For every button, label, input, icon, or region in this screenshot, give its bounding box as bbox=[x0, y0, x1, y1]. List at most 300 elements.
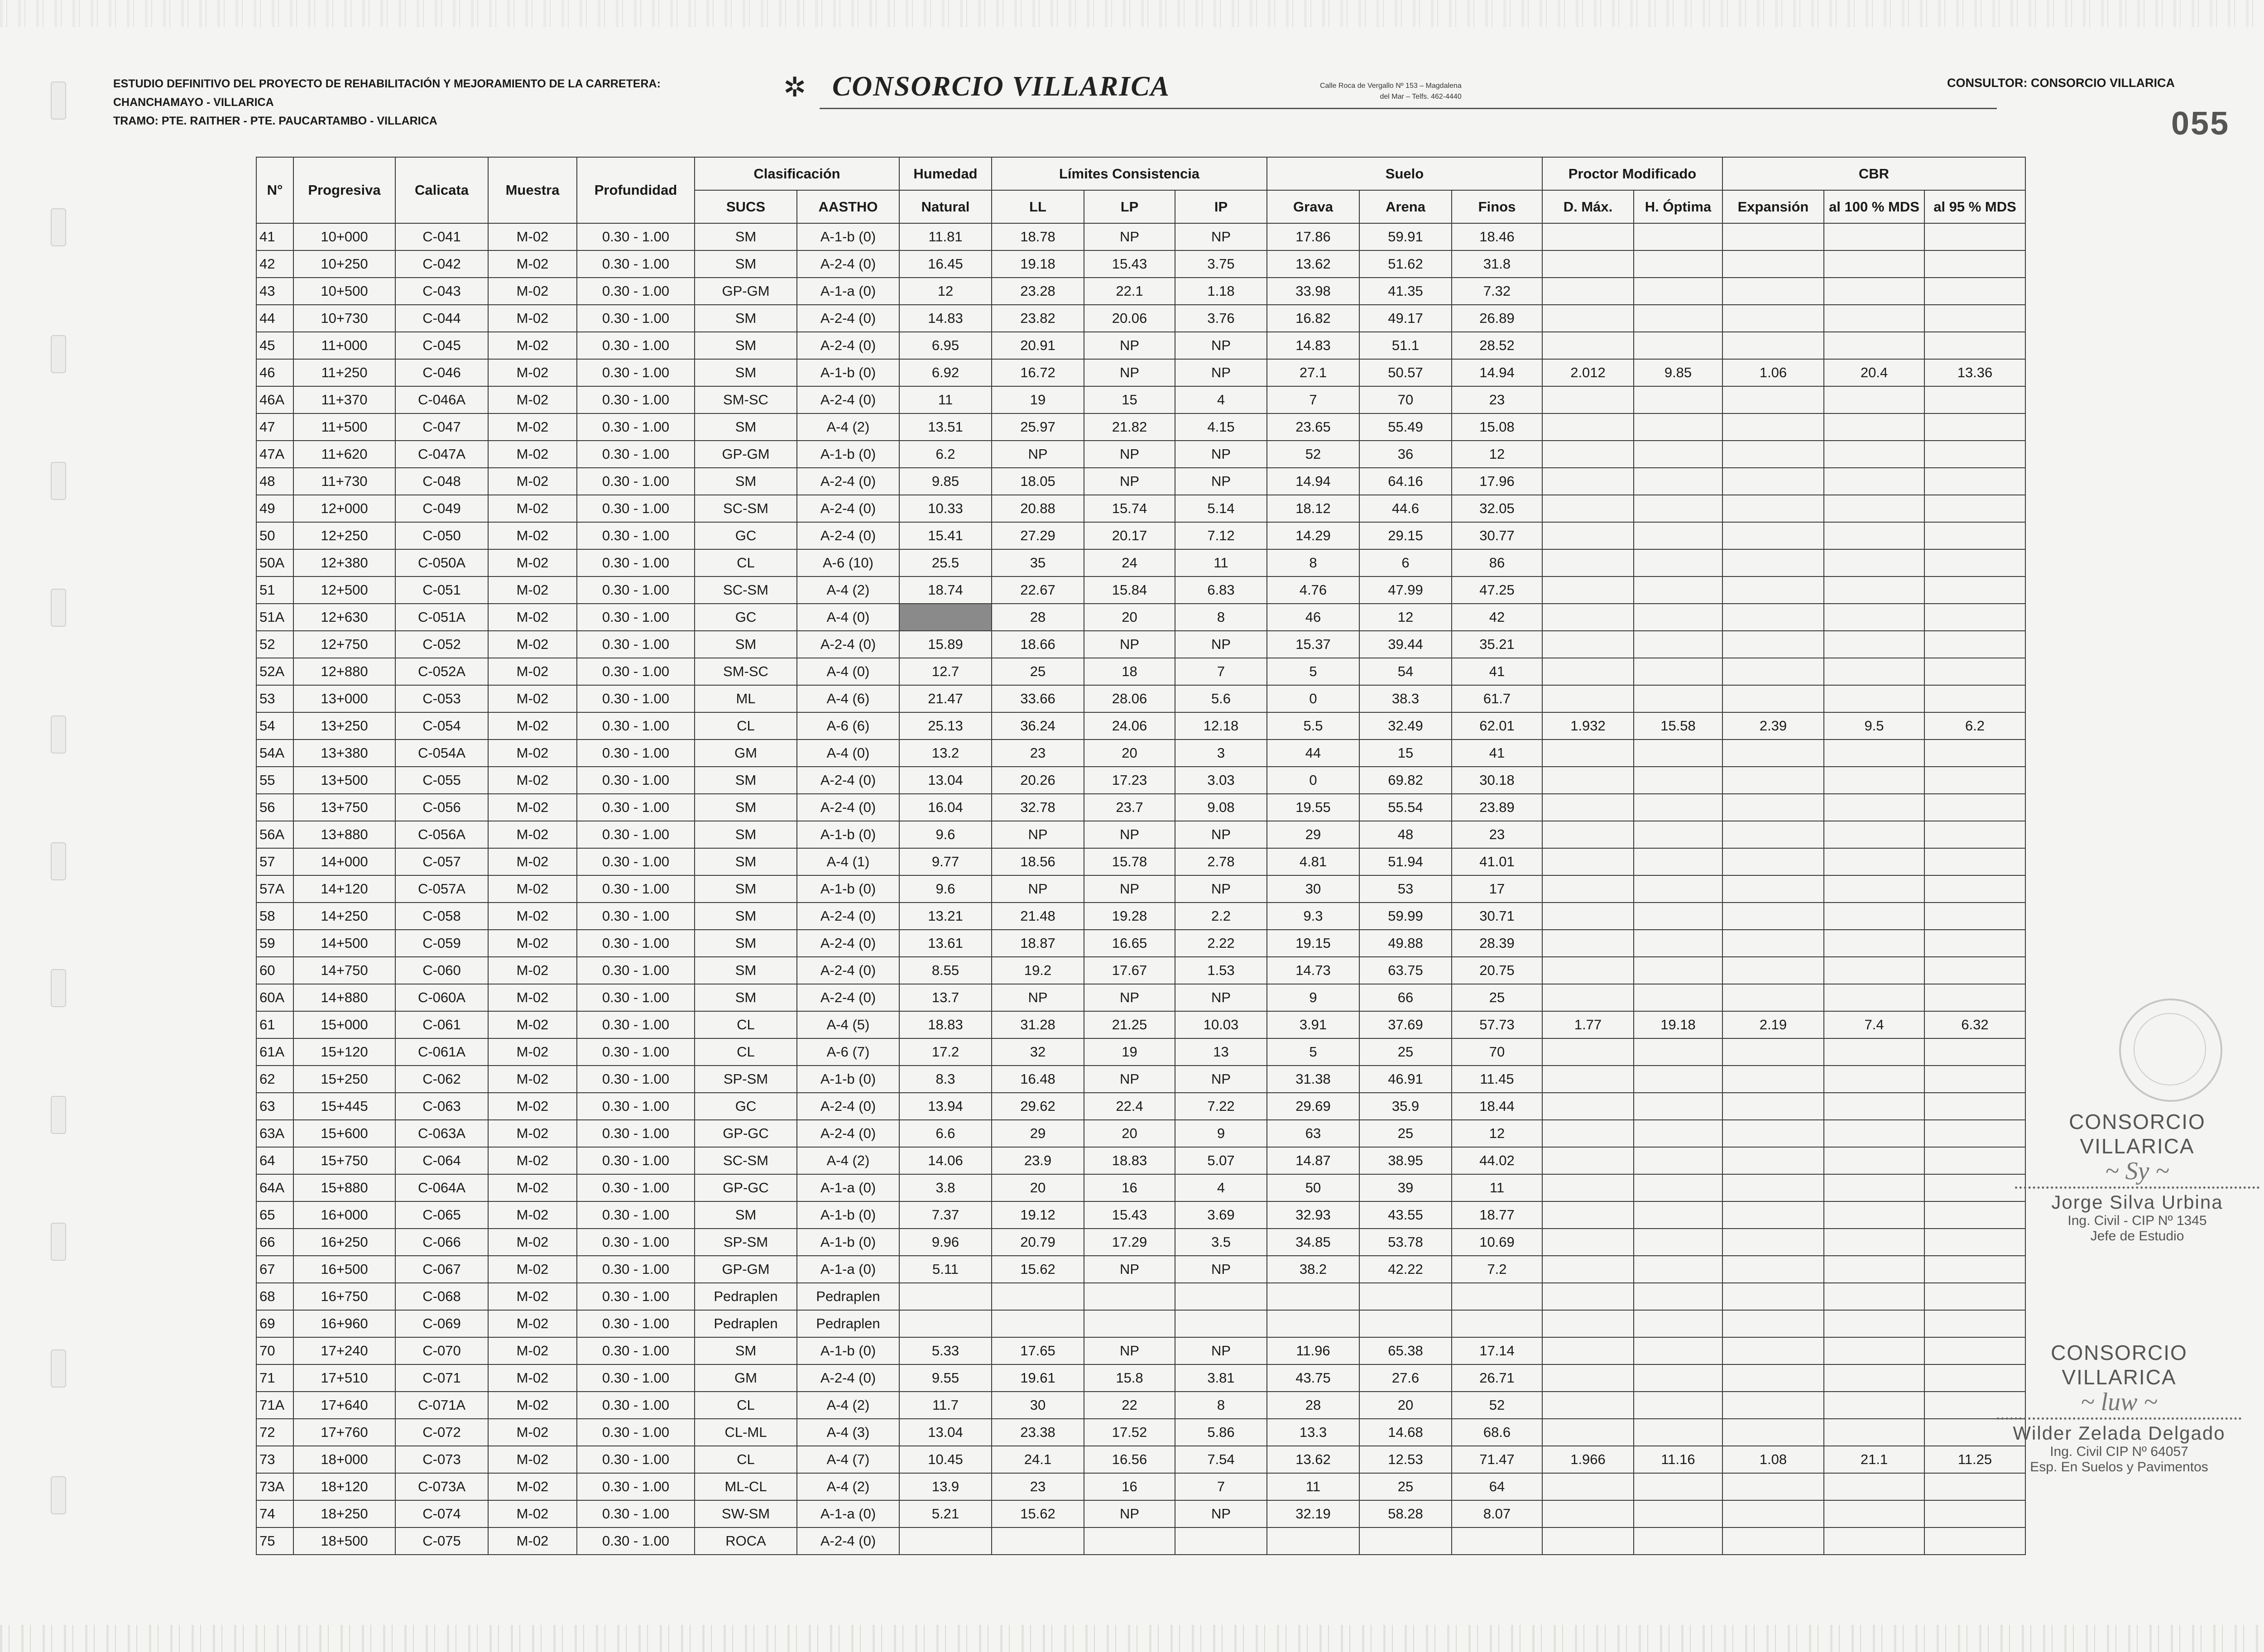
table-cell: 12.53 bbox=[1359, 1446, 1452, 1473]
table-cell: 16+750 bbox=[293, 1283, 395, 1310]
table-cell: 27.6 bbox=[1359, 1364, 1452, 1392]
table-cell: 15.84 bbox=[1084, 576, 1175, 604]
table-cell: 13.94 bbox=[899, 1093, 992, 1120]
table-cell: M-02 bbox=[488, 1147, 577, 1174]
table-cell: M-02 bbox=[488, 767, 577, 794]
table-cell: 29 bbox=[992, 1120, 1084, 1147]
table-cell bbox=[1924, 1256, 2025, 1283]
table-row bbox=[256, 468, 2025, 495]
table-cell: 44 bbox=[256, 305, 293, 332]
table-cell: M-02 bbox=[488, 1066, 577, 1093]
signature-stamp-1 bbox=[2015, 1109, 2259, 1244]
table-cell: 65.38 bbox=[1359, 1337, 1452, 1364]
table-cell: NP bbox=[1175, 441, 1267, 468]
table-row bbox=[256, 332, 2025, 359]
table-cell: NP bbox=[1084, 441, 1175, 468]
group-header-cbr: CBR bbox=[1722, 157, 2025, 190]
table-cell bbox=[1924, 1174, 2025, 1201]
round-seal-icon bbox=[2119, 999, 2222, 1102]
table-cell: 17.29 bbox=[1084, 1229, 1175, 1256]
table-cell: 0.30 - 1.00 bbox=[577, 984, 695, 1011]
table-cell bbox=[1722, 1364, 1824, 1392]
table-row bbox=[256, 223, 2025, 250]
table-cell: SW-SM bbox=[695, 1500, 797, 1527]
table-cell: 13+250 bbox=[293, 712, 395, 740]
table-cell bbox=[1634, 1283, 1722, 1310]
stamp-person: Jorge Silva Urbina bbox=[2051, 1191, 2223, 1213]
table-cell: 27.29 bbox=[992, 522, 1084, 549]
table-cell: 54A bbox=[256, 740, 293, 767]
table-row bbox=[256, 305, 2025, 332]
table-cell: C-064 bbox=[395, 1147, 488, 1174]
page-number: 055 bbox=[2171, 106, 2230, 142]
stamp-person: Wilder Zelada Delgado bbox=[2013, 1422, 2226, 1444]
table-cell: C-061A bbox=[395, 1038, 488, 1066]
table-cell bbox=[1634, 794, 1722, 821]
table-cell: 0.30 - 1.00 bbox=[577, 1093, 695, 1120]
table-cell: NP bbox=[1175, 631, 1267, 658]
table-cell: 11.7 bbox=[899, 1392, 992, 1419]
table-cell bbox=[1634, 1310, 1722, 1337]
table-cell bbox=[1824, 1038, 1924, 1066]
table-cell bbox=[1634, 1174, 1722, 1201]
table-cell: 42.22 bbox=[1359, 1256, 1452, 1283]
table-cell: SM-SC bbox=[695, 658, 797, 685]
punch-hole bbox=[51, 1476, 66, 1514]
table-row bbox=[256, 1310, 2025, 1337]
sub-header-cell: AASTHO bbox=[797, 190, 899, 223]
table-cell: CL bbox=[695, 1392, 797, 1419]
table-cell bbox=[1824, 1201, 1924, 1229]
table-cell bbox=[1634, 1419, 1722, 1446]
table-cell bbox=[1175, 1310, 1267, 1337]
table-cell: M-02 bbox=[488, 740, 577, 767]
table-cell bbox=[1824, 1337, 1924, 1364]
table-cell: 1.966 bbox=[1542, 1446, 1634, 1473]
table-cell bbox=[1924, 1500, 2025, 1527]
table-cell bbox=[1722, 1120, 1824, 1147]
table-row bbox=[256, 1446, 2025, 1473]
table-cell bbox=[1542, 821, 1634, 848]
table-cell: 18.46 bbox=[1452, 223, 1542, 250]
table-cell: M-02 bbox=[488, 1419, 577, 1446]
table-cell: 3.8 bbox=[899, 1174, 992, 1201]
table-cell: CL bbox=[695, 1011, 797, 1038]
table-cell bbox=[1824, 658, 1924, 685]
table-cell: 34.85 bbox=[1267, 1229, 1359, 1256]
table-cell: 54 bbox=[1359, 658, 1452, 685]
table-cell bbox=[1824, 821, 1924, 848]
table-cell: 23.38 bbox=[992, 1419, 1084, 1446]
table-cell: 13.36 bbox=[1924, 359, 2025, 386]
table-cell: 61.7 bbox=[1452, 685, 1542, 712]
table-cell: C-075 bbox=[395, 1527, 488, 1555]
table-cell bbox=[1722, 1473, 1824, 1500]
table-cell: 9.96 bbox=[899, 1229, 992, 1256]
table-cell: 16+250 bbox=[293, 1229, 395, 1256]
table-cell bbox=[1634, 250, 1722, 278]
table-cell: 25 bbox=[1359, 1038, 1452, 1066]
table-cell: 18.87 bbox=[992, 930, 1084, 957]
table-cell bbox=[1634, 604, 1722, 631]
table-cell: 14+250 bbox=[293, 903, 395, 930]
table-cell bbox=[1824, 1364, 1924, 1392]
table-cell bbox=[1722, 522, 1824, 549]
table-cell: 18+250 bbox=[293, 1500, 395, 1527]
table-cell: M-02 bbox=[488, 1229, 577, 1256]
table-cell: 74 bbox=[256, 1500, 293, 1527]
table-cell: 30.77 bbox=[1452, 522, 1542, 549]
table-cell: 27.1 bbox=[1267, 359, 1359, 386]
table-cell bbox=[1634, 930, 1722, 957]
punch-hole bbox=[51, 1096, 66, 1134]
table-cell: 15.74 bbox=[1084, 495, 1175, 522]
table-cell: 58.28 bbox=[1359, 1500, 1452, 1527]
punch-hole bbox=[51, 208, 66, 246]
table-cell bbox=[1084, 1310, 1175, 1337]
table-cell: SC-SM bbox=[695, 576, 797, 604]
table-cell bbox=[1824, 767, 1924, 794]
shaded-cell bbox=[899, 604, 992, 631]
table-cell: 26.71 bbox=[1452, 1364, 1542, 1392]
table-cell: 18+000 bbox=[293, 1446, 395, 1473]
table-cell bbox=[992, 1310, 1084, 1337]
table-cell: 0.30 - 1.00 bbox=[577, 1419, 695, 1446]
table-cell: 59.91 bbox=[1359, 223, 1452, 250]
table-cell: GP-GM bbox=[695, 278, 797, 305]
table-row bbox=[256, 1011, 2025, 1038]
table-cell: C-062 bbox=[395, 1066, 488, 1093]
table-cell bbox=[1722, 386, 1824, 413]
table-cell: M-02 bbox=[488, 794, 577, 821]
table-cell: 32.78 bbox=[992, 794, 1084, 821]
table-cell bbox=[899, 1310, 992, 1337]
table-cell: SM bbox=[695, 875, 797, 903]
table-cell: NP bbox=[1175, 875, 1267, 903]
table-cell bbox=[1634, 685, 1722, 712]
table-cell: 23 bbox=[1452, 821, 1542, 848]
table-cell bbox=[1542, 1364, 1634, 1392]
table-cell: 18.83 bbox=[1084, 1147, 1175, 1174]
table-cell bbox=[1722, 549, 1824, 576]
table-cell: A-4 (0) bbox=[797, 658, 899, 685]
table-cell: C-052 bbox=[395, 631, 488, 658]
table-cell bbox=[1722, 957, 1824, 984]
table-cell: 24 bbox=[1084, 549, 1175, 576]
table-cell bbox=[1824, 386, 1924, 413]
table-cell: SM bbox=[695, 848, 797, 875]
table-cell bbox=[1722, 1310, 1824, 1337]
table-cell: A-4 (5) bbox=[797, 1011, 899, 1038]
sub-header-cell: LP bbox=[1084, 190, 1175, 223]
table-cell: NP bbox=[1084, 875, 1175, 903]
table-cell: 0.30 - 1.00 bbox=[577, 875, 695, 903]
col-header-calicata: Calicata bbox=[395, 157, 488, 223]
table-cell bbox=[1634, 305, 1722, 332]
table-row bbox=[256, 522, 2025, 549]
table-cell: 6.83 bbox=[1175, 576, 1267, 604]
table-cell bbox=[1924, 1229, 2025, 1256]
table-cell bbox=[1824, 875, 1924, 903]
table-cell bbox=[1924, 903, 2025, 930]
table-cell: M-02 bbox=[488, 1310, 577, 1337]
table-cell bbox=[1824, 1066, 1924, 1093]
table-cell: 42 bbox=[1452, 604, 1542, 631]
table-row bbox=[256, 1066, 2025, 1093]
table-cell: 16+960 bbox=[293, 1310, 395, 1337]
table-cell: 0.30 - 1.00 bbox=[577, 604, 695, 631]
table-cell: 2.012 bbox=[1542, 359, 1634, 386]
table-cell: 67 bbox=[256, 1256, 293, 1283]
table-cell bbox=[1824, 305, 1924, 332]
table-cell: M-02 bbox=[488, 549, 577, 576]
table-cell: 11.81 bbox=[899, 223, 992, 250]
table-cell: 20.4 bbox=[1824, 359, 1924, 386]
table-cell bbox=[1722, 576, 1824, 604]
table-cell bbox=[1924, 278, 2025, 305]
table-cell: A-2-4 (0) bbox=[797, 468, 899, 495]
punch-hole bbox=[51, 842, 66, 880]
table-cell bbox=[1634, 1392, 1722, 1419]
table-cell bbox=[1542, 1256, 1634, 1283]
table-cell: 10.03 bbox=[1175, 1011, 1267, 1038]
table-cell: A-2-4 (0) bbox=[797, 495, 899, 522]
table-cell: M-02 bbox=[488, 1337, 577, 1364]
table-cell: 16+000 bbox=[293, 1201, 395, 1229]
table-cell: M-02 bbox=[488, 604, 577, 631]
table-cell bbox=[1722, 413, 1824, 441]
table-cell bbox=[1542, 522, 1634, 549]
table-cell bbox=[1824, 984, 1924, 1011]
table-cell: 16.04 bbox=[899, 794, 992, 821]
table-cell bbox=[1542, 984, 1634, 1011]
table-cell: C-043 bbox=[395, 278, 488, 305]
table-cell bbox=[1634, 631, 1722, 658]
table-cell: 73 bbox=[256, 1446, 293, 1473]
table-cell: 0.30 - 1.00 bbox=[577, 957, 695, 984]
table-cell: 9 bbox=[1267, 984, 1359, 1011]
table-row bbox=[256, 1038, 2025, 1066]
table-cell bbox=[1542, 1310, 1634, 1337]
table-cell: 42 bbox=[256, 250, 293, 278]
table-cell bbox=[1722, 1229, 1824, 1256]
table-cell: 70 bbox=[256, 1337, 293, 1364]
table-cell: 2.19 bbox=[1722, 1011, 1824, 1038]
table-cell: 0.30 - 1.00 bbox=[577, 1201, 695, 1229]
table-cell: 3.75 bbox=[1175, 250, 1267, 278]
table-cell: 0.30 - 1.00 bbox=[577, 848, 695, 875]
table-cell: 14.94 bbox=[1267, 468, 1359, 495]
table-cell: 0.30 - 1.00 bbox=[577, 631, 695, 658]
table-cell bbox=[1634, 1473, 1722, 1500]
table-cell bbox=[1924, 413, 2025, 441]
table-cell: 13.21 bbox=[899, 903, 992, 930]
table-cell: 62.01 bbox=[1452, 712, 1542, 740]
sub-header-cell: Expansión bbox=[1722, 190, 1824, 223]
table-row bbox=[256, 848, 2025, 875]
table-cell: 0.30 - 1.00 bbox=[577, 1011, 695, 1038]
table-cell: SM bbox=[695, 1201, 797, 1229]
table-cell: C-045 bbox=[395, 332, 488, 359]
table-cell bbox=[1634, 576, 1722, 604]
table-cell: 7 bbox=[1175, 658, 1267, 685]
table-cell: M-02 bbox=[488, 1201, 577, 1229]
table-cell: C-046A bbox=[395, 386, 488, 413]
table-cell: 14+000 bbox=[293, 848, 395, 875]
table-cell bbox=[1824, 278, 1924, 305]
table-cell bbox=[1634, 468, 1722, 495]
table-cell: 28.06 bbox=[1084, 685, 1175, 712]
table-cell: M-02 bbox=[488, 1527, 577, 1555]
table-cell bbox=[1542, 1337, 1634, 1364]
table-cell bbox=[1924, 794, 2025, 821]
table-cell: 56A bbox=[256, 821, 293, 848]
table-cell: 3.91 bbox=[1267, 1011, 1359, 1038]
table-cell bbox=[1542, 767, 1634, 794]
table-cell bbox=[1722, 1066, 1824, 1093]
signature-icon: ~ luw ~ bbox=[2081, 1388, 2158, 1416]
table-cell bbox=[1924, 332, 2025, 359]
table-cell bbox=[1542, 305, 1634, 332]
table-cell bbox=[1542, 250, 1634, 278]
table-cell bbox=[1722, 794, 1824, 821]
table-cell: 18+120 bbox=[293, 1473, 395, 1500]
table-cell: 23.89 bbox=[1452, 794, 1542, 821]
table-cell bbox=[1634, 1147, 1722, 1174]
table-cell: 14.87 bbox=[1267, 1147, 1359, 1174]
table-cell: 16 bbox=[1084, 1174, 1175, 1201]
table-cell: A-1-b (0) bbox=[797, 359, 899, 386]
table-cell bbox=[1722, 740, 1824, 767]
table-row bbox=[256, 1500, 2025, 1527]
table-cell: M-02 bbox=[488, 984, 577, 1011]
table-cell: C-047 bbox=[395, 413, 488, 441]
table-cell: Pedraplen bbox=[797, 1310, 899, 1337]
table-cell: 11+500 bbox=[293, 413, 395, 441]
table-cell: 14.68 bbox=[1359, 1419, 1452, 1446]
table-cell: 71A bbox=[256, 1392, 293, 1419]
table-cell bbox=[1824, 930, 1924, 957]
table-cell: M-02 bbox=[488, 1256, 577, 1283]
table-cell bbox=[1542, 740, 1634, 767]
table-cell: NP bbox=[1084, 359, 1175, 386]
table-cell: SC-SM bbox=[695, 495, 797, 522]
table-cell bbox=[1634, 1364, 1722, 1392]
table-cell bbox=[1542, 441, 1634, 468]
table-cell: CL bbox=[695, 712, 797, 740]
table-cell bbox=[1824, 1473, 1924, 1500]
table-cell: 0.30 - 1.00 bbox=[577, 305, 695, 332]
table-cell: 3.03 bbox=[1175, 767, 1267, 794]
table-cell: 8 bbox=[1267, 549, 1359, 576]
table-cell: 0.30 - 1.00 bbox=[577, 1120, 695, 1147]
table-cell: 1.06 bbox=[1722, 359, 1824, 386]
table-cell: 41 bbox=[1452, 740, 1542, 767]
table-cell: 28.39 bbox=[1452, 930, 1542, 957]
table-cell: NP bbox=[1084, 223, 1175, 250]
table-cell: 13.2 bbox=[899, 740, 992, 767]
table-cell: A-4 (7) bbox=[797, 1446, 899, 1473]
table-cell: 49 bbox=[256, 495, 293, 522]
table-cell: 18+500 bbox=[293, 1527, 395, 1555]
table-cell: 0.30 - 1.00 bbox=[577, 1174, 695, 1201]
table-row bbox=[256, 875, 2025, 903]
table-cell: GC bbox=[695, 604, 797, 631]
table-cell: 0.30 - 1.00 bbox=[577, 359, 695, 386]
table-cell bbox=[1452, 1527, 1542, 1555]
table-cell: 28 bbox=[1267, 1392, 1359, 1419]
table-cell bbox=[1722, 1038, 1824, 1066]
table-cell: 29 bbox=[1267, 821, 1359, 848]
table-cell: C-054 bbox=[395, 712, 488, 740]
table-cell: C-047A bbox=[395, 441, 488, 468]
table-cell: 17.96 bbox=[1452, 468, 1542, 495]
table-cell bbox=[1634, 1066, 1722, 1093]
table-cell: NP bbox=[1084, 1337, 1175, 1364]
table-cell: 0.30 - 1.00 bbox=[577, 1500, 695, 1527]
table-row bbox=[256, 1392, 2025, 1419]
table-cell bbox=[1824, 576, 1924, 604]
stamp-cip: Ing. Civil CIP Nº 64057 bbox=[2050, 1444, 2188, 1459]
sub-header-cell: IP bbox=[1175, 190, 1267, 223]
table-cell bbox=[992, 1527, 1084, 1555]
table-cell bbox=[1722, 223, 1824, 250]
table-cell: 12+750 bbox=[293, 631, 395, 658]
table-cell: 2.2 bbox=[1175, 903, 1267, 930]
table-cell: C-066 bbox=[395, 1229, 488, 1256]
table-cell: 44.6 bbox=[1359, 495, 1452, 522]
table-cell bbox=[1542, 685, 1634, 712]
table-cell bbox=[1924, 957, 2025, 984]
table-cell bbox=[1722, 1256, 1824, 1283]
table-cell: 9.3 bbox=[1267, 903, 1359, 930]
table-cell: 10.33 bbox=[899, 495, 992, 522]
table-cell: 6.95 bbox=[899, 332, 992, 359]
table-cell: 17+510 bbox=[293, 1364, 395, 1392]
table-cell: 0.30 - 1.00 bbox=[577, 930, 695, 957]
table-cell: GP-GC bbox=[695, 1174, 797, 1201]
table-cell bbox=[1924, 305, 2025, 332]
table-cell: 3.81 bbox=[1175, 1364, 1267, 1392]
table-cell bbox=[1542, 1419, 1634, 1446]
table-cell: NP bbox=[992, 821, 1084, 848]
table-cell bbox=[1924, 1527, 2025, 1555]
table-row bbox=[256, 359, 2025, 386]
table-cell: C-073 bbox=[395, 1446, 488, 1473]
table-cell: 0.30 - 1.00 bbox=[577, 1527, 695, 1555]
table-row bbox=[256, 1174, 2025, 1201]
table-cell: A-4 (0) bbox=[797, 604, 899, 631]
table-cell: 0.30 - 1.00 bbox=[577, 1446, 695, 1473]
table-cell: 36.24 bbox=[992, 712, 1084, 740]
table-header bbox=[256, 157, 2025, 223]
table-cell bbox=[1634, 658, 1722, 685]
table-cell: 32.49 bbox=[1359, 712, 1452, 740]
table-cell: 0.30 - 1.00 bbox=[577, 1283, 695, 1310]
table-cell: M-02 bbox=[488, 930, 577, 957]
table-cell bbox=[1824, 903, 1924, 930]
table-cell: 0.30 - 1.00 bbox=[577, 1256, 695, 1283]
table-row bbox=[256, 604, 2025, 631]
table-cell: A-6 (7) bbox=[797, 1038, 899, 1066]
table-cell: NP bbox=[1084, 821, 1175, 848]
table-cell: SP-SM bbox=[695, 1066, 797, 1093]
table-cell bbox=[1542, 1066, 1634, 1093]
table-cell: GP-GM bbox=[695, 1256, 797, 1283]
table-cell: 5.6 bbox=[1175, 685, 1267, 712]
table-cell: 48 bbox=[1359, 821, 1452, 848]
table-cell bbox=[1634, 740, 1722, 767]
